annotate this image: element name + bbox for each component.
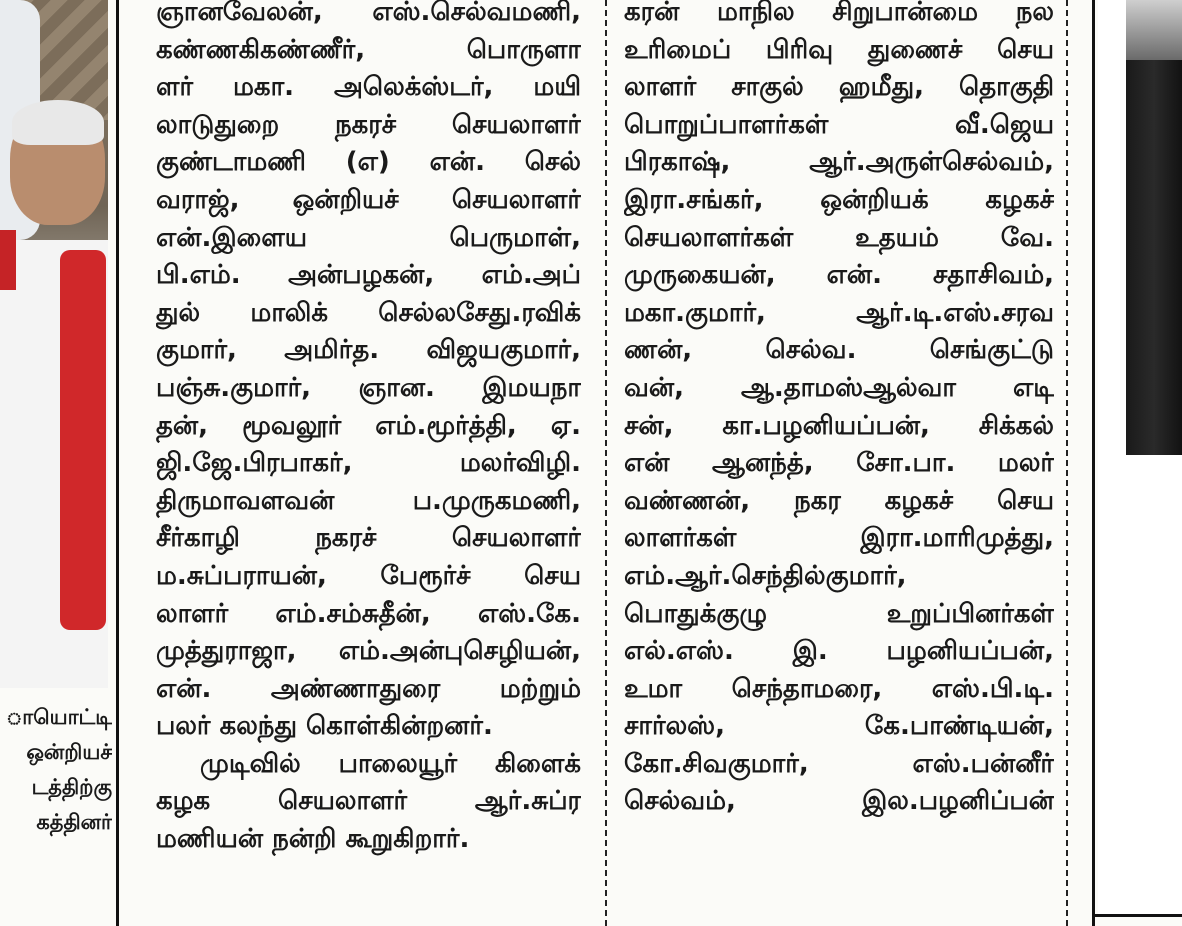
- text-line: வன், ஆ.தாமஸ்ஆல்வா எடி: [624, 372, 1054, 403]
- text-line: லாளர் எம்.சம்சுதீன், எஸ்.கே.: [156, 598, 581, 629]
- caption-line: கத்தினர்: [36, 810, 112, 834]
- text-line: லாளர்கள் இரா.மாரிமுத்து,: [624, 523, 1054, 554]
- text-line: குண்டாமணி (எ) என். செல்: [156, 147, 581, 178]
- text-line: கழக செயலாளர் ஆர்.சுப்ர: [156, 786, 581, 817]
- text-line: முத்துராஜா, எம்.அன்புசெழியன்,: [156, 636, 581, 667]
- photo-left: [0, 0, 108, 688]
- text-line: முடிவில் பாலையூர் கிளைக்: [200, 748, 581, 779]
- photo-right-image: [1126, 0, 1182, 455]
- text-line: எல்.எஸ். இ. பழனியப்பன்,: [624, 636, 1054, 667]
- text-line: குமார், அமிர்த. விஜயகுமார்,: [156, 335, 581, 366]
- text-line: துல் மாலிக் செல்லசேது.ரவிக்: [156, 297, 581, 328]
- text-line: ம.சுப்பராயன், பேரூர்ச் செய: [156, 560, 581, 591]
- column-divider-dashed: [605, 0, 607, 926]
- text-line: ஞானவேலன், எஸ்.செல்வமணி,: [156, 0, 581, 27]
- column-rule-right: [1092, 0, 1095, 926]
- column-divider-dashed-right: [1066, 0, 1068, 926]
- text-line: ளர் மகா. அலெக்ஸ்டர், மயி: [156, 72, 581, 103]
- caption-line: டத்திற்கு: [31, 775, 112, 799]
- article-column-1: [156, 0, 581, 859]
- text-line: பிரகாஷ், ஆர்.அருள்செல்வம்,: [624, 147, 1054, 178]
- text-line: லாடுதுறை நகரச் செயலாளர்: [156, 109, 581, 140]
- photo-right: [1098, 0, 1182, 916]
- text-line: செயலாளர்கள் உதயம் வே.: [624, 222, 1054, 253]
- text-line: சீர்காழி நகரச் செயலாளர்: [156, 523, 581, 554]
- caption-line: ஒன்றியச்: [26, 740, 112, 764]
- text-line: திருமாவளவன் ப.முருகமணி,: [156, 485, 581, 516]
- text-line: பஞ்சு.குமார், ஞான. இமயநா: [156, 372, 581, 403]
- text-line: தன், மூவலூர் எம்.மூர்த்தி, ஏ.: [156, 410, 581, 441]
- photo-hair: [12, 100, 104, 145]
- column-rule-left: [116, 0, 119, 926]
- text-line: முருகையன், என். சதாசிவம்,: [624, 260, 1054, 291]
- text-line: சார்லஸ், கே.பாண்டியன்,: [624, 711, 1054, 742]
- text-line: பி.எம். அன்பழகன், எம்.அப்: [156, 260, 581, 291]
- text-line: மணியன் நன்றி கூறுகிறார்.: [156, 824, 470, 855]
- text-line: கரன் மாநில சிறுபான்மை நல: [624, 0, 1054, 27]
- text-line: வராஜ், ஒன்றியச் செயலாளர்: [156, 184, 581, 215]
- text-line: வண்ணன், நகர கழகச் செய: [624, 485, 1054, 516]
- text-line: மகா.குமார், ஆர்.டி.எஸ்.சரவ: [624, 297, 1054, 328]
- text-line: என். அண்ணாதுரை மற்றும்: [156, 673, 581, 704]
- caption-line: ாயொட்டி: [6, 705, 112, 729]
- text-line: என் ஆனந்த், சோ.பா. மலர்: [624, 448, 1054, 479]
- text-line: உரிமைப் பிரிவு துணைச் செய: [624, 34, 1054, 65]
- text-line: ணன், செல்வ. செங்குட்டு: [624, 335, 1054, 366]
- text-line: எம்.ஆர்.செந்தில்குமார்,: [624, 560, 907, 591]
- text-line: என்.இளைய பெருமாள்,: [156, 222, 581, 253]
- text-line: பொறுப்பாளர்கள் வீ.ஜெய: [624, 109, 1054, 140]
- text-line: ஜி.ஜே.பிரபாகர், மலர்விழி.: [156, 448, 581, 479]
- text-line: சன், கா.பழனியப்பன், சிக்கல்: [624, 410, 1054, 441]
- text-line: பொதுக்குழு உறுப்பினர்கள்: [624, 598, 1054, 629]
- text-line: செல்வம், இல.பழனிப்பன்: [624, 786, 1054, 817]
- text-line: கோ.சிவகுமார், எஸ்.பன்னீர்: [624, 748, 1054, 779]
- photo-red-scarf-left: [0, 230, 16, 290]
- text-line: உமா செந்தாமரை, எஸ்.பி.டி.: [624, 673, 1054, 704]
- text-line: பலர் கலந்து கொள்கின்றனர்.: [156, 711, 493, 742]
- photo-right-highlight: [1126, 0, 1182, 60]
- text-line: லாளர் சாகுல் ஹமீது, தொகுதி: [624, 72, 1054, 103]
- photo-red-scarf: [60, 250, 106, 630]
- article-column-2: [624, 0, 1054, 821]
- photo-caption: [0, 700, 112, 840]
- text-line: கண்ணகிகண்ணீர், பொருளா: [156, 34, 581, 65]
- photo-right-bottom-rule: [1092, 914, 1182, 917]
- text-line: இரா.சங்கர், ஒன்றியக் கழகச்: [624, 184, 1054, 215]
